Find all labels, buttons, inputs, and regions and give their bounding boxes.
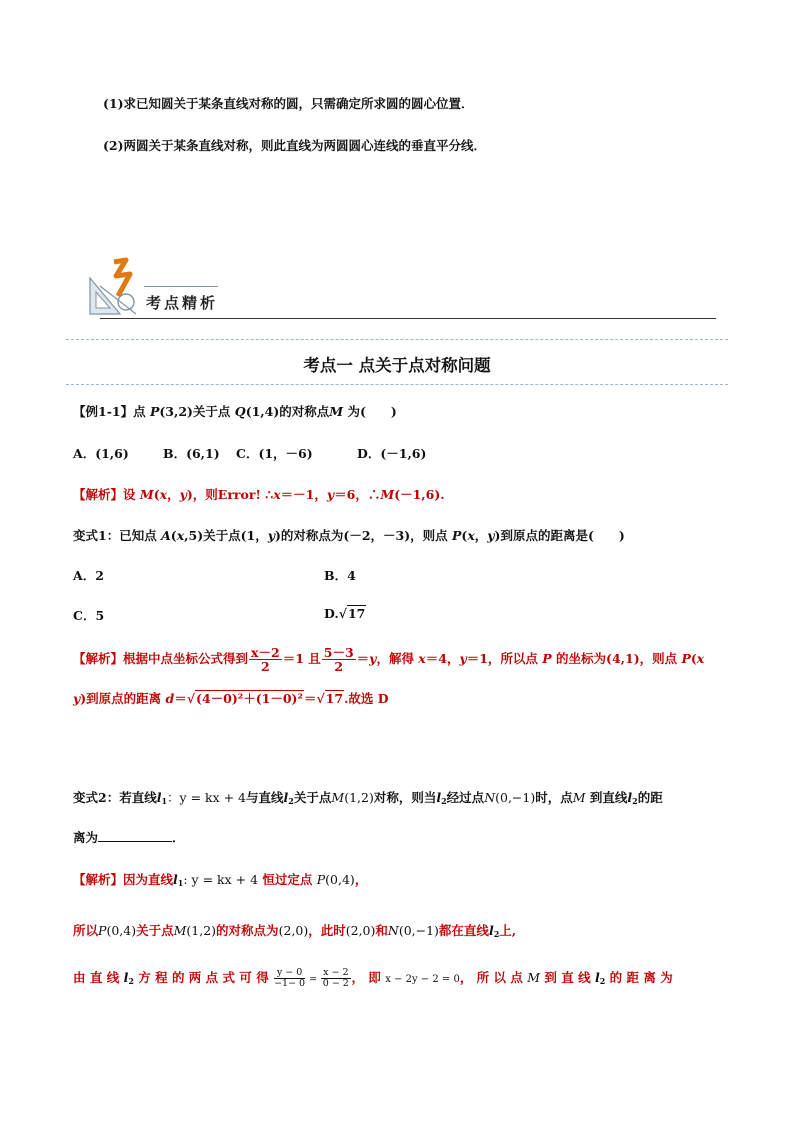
badge-top-line bbox=[144, 286, 218, 287]
variant2-question-line2: 离为 ． bbox=[73, 830, 185, 845]
variant1-question: 变式1：已知点 A(x,5)关于点(1，y)的对称点为(－2，－3)，则点 P(x，y)到原点的距离是( ) bbox=[73, 528, 625, 543]
variant1-answer-line2: y)到原点的距离 d＝√(4－0)²＋(1－0)²＝√17.故选 D bbox=[73, 691, 389, 706]
badge-label: 考点精析 bbox=[146, 294, 219, 312]
compass-ruler-icon bbox=[86, 256, 146, 318]
divider-top bbox=[66, 339, 728, 340]
variant1-answer-line1: 【解析】根据中点坐标公式得到 $\frac{x-2}{2}$ ＝1 且 $\frac{5-3}{2}$ ＝y，解得 x＝4，y＝1，所以点 P 的坐标为(4,1)，则点 P(x bbox=[73, 645, 705, 675]
fraction-4: $\frac{x - 2}{0 - 2}$ bbox=[322, 967, 349, 989]
badge-bottom-line bbox=[100, 318, 716, 319]
variant2-solution-line2: 所以P(0,4)关于点M(1,2)的对称点为(2,0)，此时(2,0)和N(0,−1)都在直线$l_2$上, bbox=[73, 923, 517, 939]
variant2-solution-line3: 由 直 线 $l_2$ 方 程 的 两 点 式 可 得 $\frac{y - 0}{-1- 0}$ = $\frac{x - 2}{0 - 2}$ ， 即 x − 2y − 2 = 0， 所 以 点 M 到 直 线 $l_2$ 的 距 离 为 bbox=[73, 967, 673, 989]
sqrt-sign: √ bbox=[186, 691, 196, 706]
example-option-d: D．(－1,6) bbox=[357, 446, 427, 461]
variant2-solution-line1: 【解析】因为直线$l_1$: y = kx + 4 恒过定点 P(0,4)， bbox=[73, 872, 368, 888]
tip-2: (2)两圆关于某条直线对称，则此直线为两圆圆心连线的垂直平分线． bbox=[103, 138, 487, 153]
variant1-option-c: C．5 bbox=[73, 608, 105, 623]
example-option-b: B．(6,1) bbox=[163, 446, 220, 461]
variant1-option-d: D.√17 bbox=[324, 606, 366, 621]
fraction-2: $\frac{5-3}{2}$ bbox=[323, 645, 354, 675]
variant1-option-b: B．4 bbox=[324, 568, 356, 583]
section-heading: 考点一 点关于点对称问题 bbox=[303, 356, 491, 375]
fraction-3: $\frac{y - 0}{-1- 0}$ bbox=[274, 967, 306, 989]
example-answer: 【解析】设 M(x，y)，则Error! ∴x＝－1，y＝6，∴M(－1,6). bbox=[73, 487, 445, 502]
fraction-1: $\frac{x-2}{2}$ bbox=[251, 645, 280, 675]
sqrt-sign: √ bbox=[316, 691, 325, 706]
section-badge bbox=[86, 256, 716, 322]
example-option-a: A．(1,6) bbox=[73, 446, 129, 461]
answer-blank bbox=[98, 829, 172, 842]
divider-bottom bbox=[66, 384, 728, 385]
variant1-option-a: A．2 bbox=[73, 568, 104, 583]
example-option-c: C．(1，－6) bbox=[236, 446, 313, 461]
example-question: 【例1-1】点 P(3,2)关于点 Q(1,4)的对称点M 为( ) bbox=[73, 404, 397, 419]
variant2-question-line1: 变式2：若直线$l_1$：y = kx + 4与直线$l_2$关于点M(1,2)对称，则当$l_2$经过点N(0,−1)时，点M 到直线$l_2$的距 bbox=[73, 790, 663, 806]
sqrt-sign: √ bbox=[338, 606, 347, 621]
tip-1: (1)求已知圆关于某条直线对称的圆，只需确定所求圆的圆心位置． bbox=[103, 96, 474, 111]
